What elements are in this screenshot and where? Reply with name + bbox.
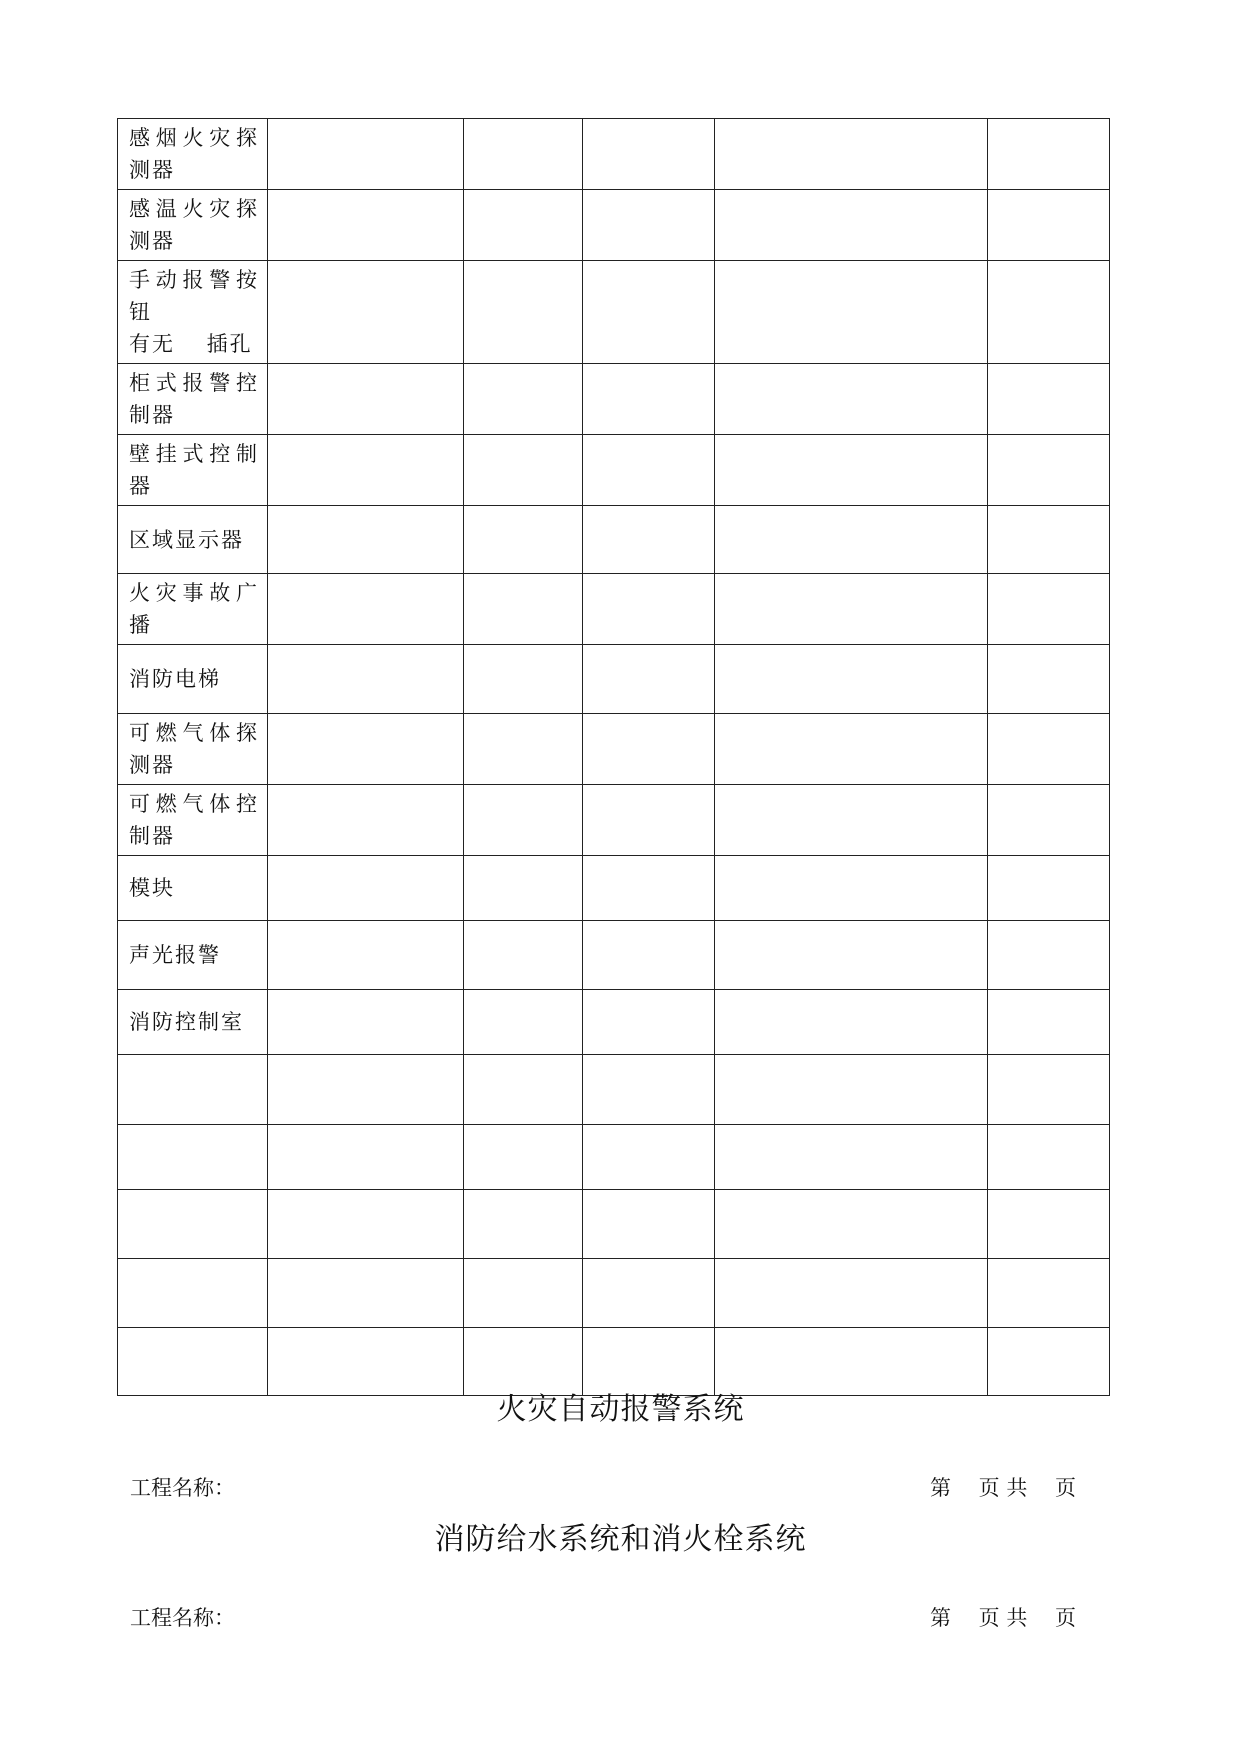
item-label-cell — [118, 1259, 268, 1328]
empty-cell — [464, 856, 583, 921]
empty-cell — [583, 921, 715, 990]
empty-cell — [715, 190, 988, 261]
empty-cell — [464, 990, 583, 1055]
empty-cell — [268, 714, 464, 785]
empty-cell — [268, 1190, 464, 1259]
empty-cell — [988, 990, 1110, 1055]
empty-cell — [988, 1125, 1110, 1190]
table-row — [118, 119, 1110, 190]
table-row — [118, 714, 1110, 785]
empty-cell — [464, 785, 583, 856]
item-label-cell: 感烟火灾探测器 — [118, 119, 268, 190]
empty-cell — [464, 1190, 583, 1259]
empty-cell — [583, 190, 715, 261]
item-label-cell — [118, 1190, 268, 1259]
empty-cell — [464, 645, 583, 714]
empty-cell — [464, 714, 583, 785]
item-label-cell: 手动报警按钮 有无 插孔 — [118, 261, 268, 364]
empty-cell — [988, 1055, 1110, 1125]
table-row — [118, 1125, 1110, 1190]
empty-cell — [583, 785, 715, 856]
empty-cell — [268, 785, 464, 856]
empty-cell — [715, 1190, 988, 1259]
table-row — [118, 190, 1110, 261]
item-label-cell: 感温火灾探测器 — [118, 190, 268, 261]
empty-cell — [988, 856, 1110, 921]
empty-cell — [464, 1259, 583, 1328]
empty-cell — [464, 1125, 583, 1190]
empty-cell — [715, 506, 988, 574]
empty-cell — [583, 119, 715, 190]
empty-cell — [268, 645, 464, 714]
empty-cell — [583, 990, 715, 1055]
table-row — [118, 785, 1110, 856]
empty-cell — [715, 1125, 988, 1190]
empty-cell — [715, 714, 988, 785]
inspection-table — [117, 118, 1110, 1396]
item-label-cell: 区域显示器 — [118, 506, 268, 574]
empty-cell — [583, 1259, 715, 1328]
item-label-cell: 可燃气体控制器 — [118, 785, 268, 856]
empty-cell — [583, 856, 715, 921]
page-info: 第 页 共 页 — [929, 1606, 1076, 1630]
empty-cell — [464, 364, 583, 435]
empty-cell — [988, 119, 1110, 190]
table-row — [118, 261, 1110, 364]
empty-cell — [268, 990, 464, 1055]
empty-cell — [988, 574, 1110, 645]
empty-cell — [715, 119, 988, 190]
empty-cell — [583, 435, 715, 506]
empty-cell — [715, 261, 988, 364]
empty-cell — [988, 1190, 1110, 1259]
empty-cell — [988, 645, 1110, 714]
empty-cell — [715, 921, 988, 990]
empty-cell — [464, 921, 583, 990]
empty-cell — [715, 1055, 988, 1125]
empty-cell — [464, 119, 583, 190]
empty-cell — [988, 261, 1110, 364]
empty-cell — [583, 261, 715, 364]
empty-cell — [268, 574, 464, 645]
empty-cell — [715, 435, 988, 506]
empty-cell — [988, 506, 1110, 574]
empty-cell — [583, 506, 715, 574]
empty-cell — [268, 1055, 464, 1125]
table-row — [118, 856, 1110, 921]
page-info: 第 页 共 页 — [929, 1476, 1076, 1500]
item-label-cell: 模块 — [118, 856, 268, 921]
empty-cell — [268, 1259, 464, 1328]
table-row — [118, 1055, 1110, 1125]
section-title-fire-water: 消防给水系统和消火栓系统 — [434, 1522, 807, 1557]
item-label-cell: 壁挂式控制器 — [118, 435, 268, 506]
table-row — [118, 506, 1110, 574]
empty-cell — [464, 190, 583, 261]
empty-cell — [715, 785, 988, 856]
item-label-cell: 声光报警 — [118, 921, 268, 990]
table-row — [118, 990, 1110, 1055]
empty-cell — [464, 574, 583, 645]
empty-cell — [268, 435, 464, 506]
project-name-label: 工程名称： — [130, 1476, 235, 1500]
empty-cell — [268, 856, 464, 921]
empty-cell — [268, 506, 464, 574]
table-row — [118, 645, 1110, 714]
empty-cell — [988, 435, 1110, 506]
empty-cell — [583, 364, 715, 435]
empty-cell — [583, 1125, 715, 1190]
project-name-label: 工程名称： — [130, 1606, 235, 1630]
empty-cell — [583, 1190, 715, 1259]
item-label-cell — [118, 1125, 268, 1190]
item-label-cell: 柜式报警控制器 — [118, 364, 268, 435]
empty-cell — [988, 190, 1110, 261]
item-label-cell: 消防电梯 — [118, 645, 268, 714]
empty-cell — [268, 261, 464, 364]
empty-cell — [268, 1125, 464, 1190]
empty-cell — [715, 364, 988, 435]
empty-cell — [988, 921, 1110, 990]
empty-cell — [988, 1259, 1110, 1328]
empty-cell — [715, 574, 988, 645]
empty-cell — [715, 856, 988, 921]
table-row — [118, 1190, 1110, 1259]
empty-cell — [715, 990, 988, 1055]
empty-cell — [464, 1055, 583, 1125]
table-row — [118, 574, 1110, 645]
table-row — [118, 921, 1110, 990]
empty-cell — [268, 190, 464, 261]
table-row — [118, 1259, 1110, 1328]
empty-cell — [988, 785, 1110, 856]
empty-cell — [715, 645, 988, 714]
item-label-cell: 消防控制室 — [118, 990, 268, 1055]
empty-cell — [464, 506, 583, 574]
empty-cell — [715, 1259, 988, 1328]
item-label-cell: 可燃气体探测器 — [118, 714, 268, 785]
empty-cell — [583, 1055, 715, 1125]
item-label-cell: 火灾事故广播 — [118, 574, 268, 645]
item-label-cell — [118, 1055, 268, 1125]
empty-cell — [464, 261, 583, 364]
empty-cell — [268, 921, 464, 990]
table-row — [118, 364, 1110, 435]
empty-cell — [583, 645, 715, 714]
section-title-fire-alarm: 火灾自动报警系统 — [496, 1392, 745, 1427]
empty-cell — [464, 435, 583, 506]
empty-cell — [988, 364, 1110, 435]
table-row — [118, 435, 1110, 506]
empty-cell — [583, 714, 715, 785]
empty-cell — [988, 714, 1110, 785]
empty-cell — [583, 574, 715, 645]
empty-cell — [268, 364, 464, 435]
empty-cell — [268, 119, 464, 190]
